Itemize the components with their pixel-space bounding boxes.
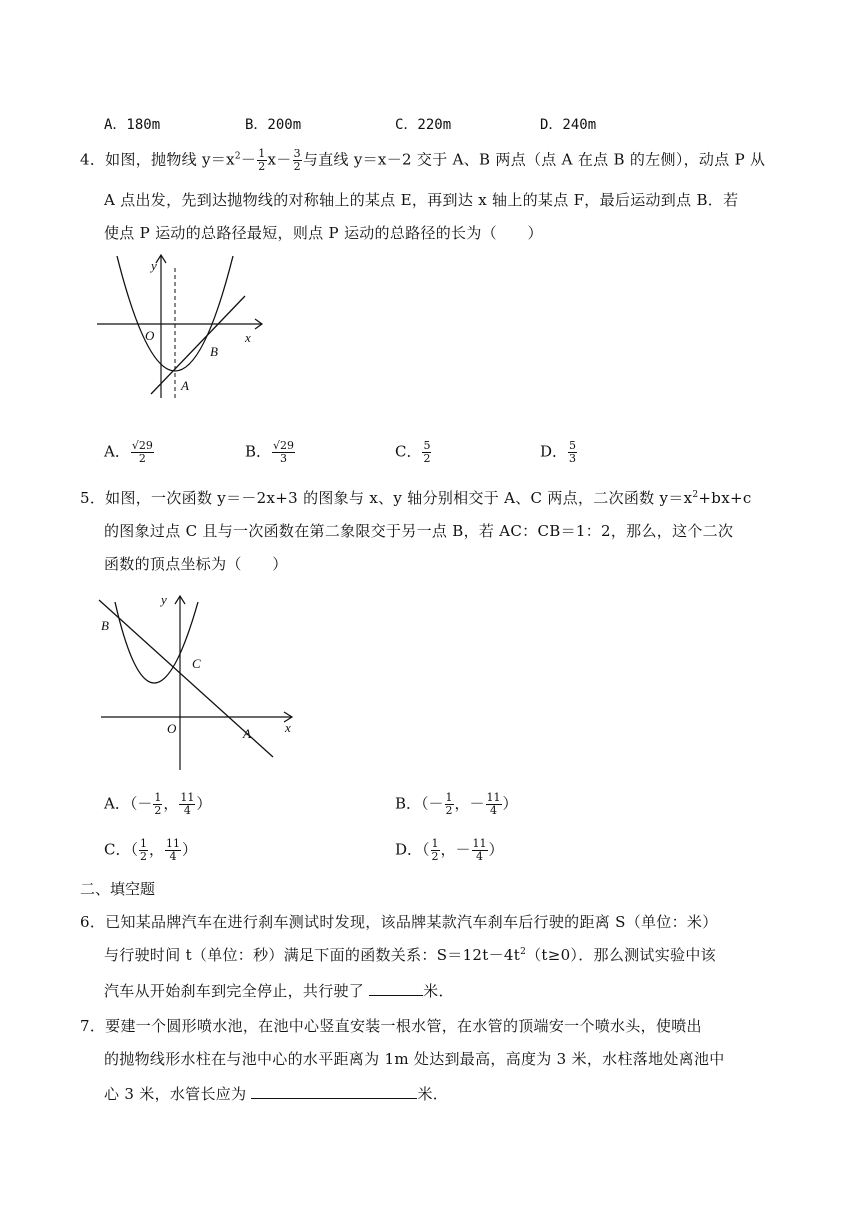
q5-option-c-n2: 11: [166, 837, 180, 850]
q4-threehalf-den: 2: [293, 160, 301, 173]
q4-text: 4．如图，抛物线 y＝x: [80, 150, 235, 169]
q7-line-2: 的抛物线形水柱在与池中心的水平距离为 1m 处达到最高，高度为 3 米，水柱落地处离池中: [104, 1050, 725, 1068]
q5-option-c-n1: 1: [139, 837, 147, 850]
q4-half-num: 1: [258, 147, 266, 160]
q5-label-x: x: [285, 720, 291, 735]
q5-option-a-post: ）: [196, 794, 212, 813]
q4-line-3: 使点 P 运动的总路径最短，则点 P 运动的总路径的长为（ ）: [104, 224, 543, 242]
q5-option-c-frac1: [139, 838, 148, 863]
q5-option-b-d2: 4: [490, 804, 498, 817]
q4-option-c-num: 5: [423, 439, 431, 452]
q4-label-a: A: [181, 378, 189, 393]
q5-option-d-frac1: [431, 838, 440, 863]
q4-option-b-frac: [272, 440, 295, 465]
q5-option-a-mid: ，: [163, 794, 179, 813]
q7-line-3: [104, 1083, 824, 1104]
q5-parabola: [115, 602, 198, 683]
q4-x-minus: x－: [267, 150, 292, 169]
q5-option-d-post: ）: [488, 840, 504, 859]
q4-option-b: [245, 440, 296, 465]
q5-option-b-n1: 1: [445, 791, 453, 804]
q6-text-pre: 汽车从开始刹车到完全停止，共行驶了: [104, 982, 370, 1000]
q4-line: [151, 296, 245, 394]
q5-option-c-frac2: [165, 838, 181, 863]
q5-option-b-frac1: [445, 792, 454, 817]
q5-option-b-n2: 11: [486, 791, 501, 804]
q4-figure: [95, 250, 270, 400]
q5-exponent: 2: [692, 490, 699, 500]
q5-label-b: B: [101, 618, 109, 633]
q4-option-d-frac: [568, 440, 577, 465]
q5-line-2: 的图象过点 C 且与一次函数在第二象限交于另一点 B，若 AC：CB＝1：2，那么，这个二次: [104, 522, 734, 540]
q7-text-pre: 心 3 米，水管长应为: [104, 1085, 252, 1103]
q4-option-c: [395, 440, 432, 465]
q4-minus: －: [240, 150, 257, 169]
q4-text-post: 与直线 y＝x－2 交于 A、B 两点（点 A 在点 B 的左侧），动点 P 从: [302, 150, 766, 169]
section-heading: 二、填空题: [80, 880, 156, 898]
q4-option-c-label: C．: [395, 442, 422, 461]
q4-line-2: A 点出发，先到达抛物线的对称轴上的某点 E，再到达 x 轴上的某点 F，最后运动到点 B．若: [104, 191, 739, 209]
q4-label-o: O: [145, 328, 155, 343]
q3-option-d: D．240m: [540, 117, 597, 133]
q6-line-3: [104, 980, 824, 1001]
q3-option-a: A．180m: [104, 117, 161, 133]
q4-option-a: [104, 440, 155, 465]
q5-text-post: +bx+c: [698, 489, 752, 507]
q4-option-a-label: A．: [104, 442, 130, 461]
q6-text: 与行驶时间 t（单位：秒）满足下面的函数关系：S＝12t－4t: [104, 946, 521, 964]
q5-option-a-n2: 11: [180, 791, 195, 804]
q5-option-a-d2: 4: [183, 804, 191, 817]
q5-option-c-d1: 2: [139, 850, 147, 863]
q6-line-1: 6．已知某品牌汽车在进行刹车测试时发现，该品牌某款汽车刹车后行驶的距离 S（单位：米）: [80, 913, 718, 931]
q4-half-frac: [257, 148, 266, 173]
q5-option-d-pre: D．（: [395, 840, 430, 859]
q5-option-d-n1: 1: [431, 837, 439, 850]
q5-option-a-pre: A．（－: [104, 794, 153, 813]
q4-half-den: 2: [258, 160, 266, 173]
q4-option-c-frac: [422, 440, 431, 465]
q7-unit: 米．: [417, 1085, 449, 1103]
q5-option-b-mid: ，－: [454, 794, 485, 813]
q5-option-c-mid: ，: [148, 840, 164, 859]
q5-label-o: O: [167, 721, 177, 736]
q5-option-b-pre: B．（－: [395, 794, 444, 813]
q5-line-1: [80, 487, 800, 508]
q5-label-c: C: [192, 656, 201, 671]
q5-option-b-d1: 2: [445, 804, 453, 817]
q5-option-b-frac2: [486, 792, 502, 817]
q5-option-a-n1: 1: [154, 791, 162, 804]
q5-option-b: [395, 792, 518, 817]
q4-label-b: B: [210, 344, 218, 359]
q3-option-c: C．220m: [395, 117, 452, 133]
q4-exponent: 2: [234, 151, 241, 162]
q4-option-d-den: 3: [569, 452, 577, 465]
q4-label-x: x: [245, 330, 251, 345]
q5-label-y: y: [161, 592, 167, 607]
q6-exponent: 2: [520, 947, 527, 957]
q5-option-d-d2: 4: [476, 850, 484, 863]
q4-option-d-num: 5: [569, 439, 577, 452]
q5-option-c: [104, 838, 197, 863]
q5-line-3: 函数的顶点坐标为（ ）: [104, 555, 288, 573]
q5-option-d: [395, 838, 504, 863]
q6-answer-blank[interactable]: [369, 981, 423, 996]
q4-option-a-frac: [131, 440, 154, 465]
q4-option-b-num: √29: [273, 439, 295, 452]
q4-option-d-label: D．: [540, 442, 568, 461]
q5-label-a: A: [243, 726, 251, 741]
q4-option-a-num: √29: [131, 439, 153, 452]
q7-line-1: 7．要建一个圆形喷水池，在池中心竖直安装一根水管，在水管的顶端安一个喷水头，使喷出: [80, 1017, 702, 1035]
q5-option-d-frac2: [472, 838, 488, 863]
q5-option-c-post: ）: [182, 840, 198, 859]
q4-threehalf-frac: [293, 148, 302, 173]
q4-option-c-den: 2: [423, 452, 431, 465]
q5-option-c-d2: 4: [169, 850, 177, 863]
q6-line-2: [104, 944, 824, 965]
q4-line-1: [80, 148, 800, 173]
q5-option-a-frac1: [153, 792, 162, 817]
q4-option-b-label: B．: [245, 442, 272, 461]
q5-option-a-d1: 2: [154, 804, 162, 817]
q6-unit: 米．: [423, 982, 454, 1000]
q5-option-d-n2: 11: [472, 837, 487, 850]
q4-label-y: y: [151, 258, 157, 273]
q4-threehalf-num: 3: [293, 147, 301, 160]
q4-option-d: [540, 440, 578, 465]
q5-figure: [95, 588, 300, 773]
q7-answer-blank[interactable]: [251, 1084, 417, 1099]
q6-text-post: （t≥0）．那么测试实验中该: [526, 946, 716, 964]
q5-option-d-d1: 2: [431, 850, 439, 863]
q4-option-b-den: 3: [280, 452, 288, 465]
q5-option-d-mid: ，－: [440, 840, 471, 859]
q5-option-a: [104, 792, 211, 817]
q5-option-b-post: ）: [502, 794, 518, 813]
q4-option-a-den: 2: [138, 452, 146, 465]
q5-text: 5．如图，一次函数 y＝－2x+3 的图象与 x、y 轴分别相交于 A、C 两点，二次函数 y＝x: [80, 489, 693, 507]
q5-option-c-pre: C．（: [104, 840, 138, 859]
q3-option-b: B．200m: [245, 117, 302, 133]
q5-option-a-frac2: [179, 792, 195, 817]
